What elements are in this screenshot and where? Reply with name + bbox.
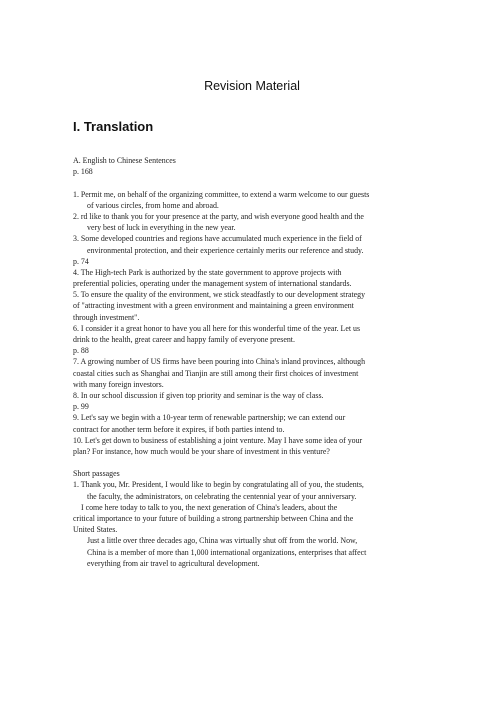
text-line: coastal cities such as Shanghai and Tianjin are still among their first choices of investment [73,368,359,378]
text-line: 1. Permit me, on behalf of the organizing committee, to extend a warm welcome to our guests [73,189,370,199]
text-line: with many foreign investors. [73,379,164,389]
text-line: I come here today to talk to you, the next generation of China's leaders, about the [81,502,338,512]
blank-line [73,457,433,468]
text-line: 7. A growing number of US firms have been pouring into China's inland provinces, although [73,357,366,367]
text-line: United States. [73,525,118,535]
blank-line [73,177,433,188]
text-line: 10. Let's get down to business of establishing a joint venture. May I have some idea of your [73,435,363,445]
text-line: preferential policies, operating under the management system of international standards. [73,279,352,289]
page-title: Revision Material [204,79,300,93]
text-line: 6. I consider it a great honor to have you all here for this wonderful time of the year. Let us [73,323,361,333]
text-line: the faculty, the administrators, on celebrating the centennial year of your anniversary. [87,491,357,501]
text-line: 1. Thank you, Mr. President, I would like to begin by congratulating all of you, the students, [73,480,364,490]
text-line: contract for another term before it expires, if both parties intend to. [73,424,285,434]
text-line: Short passages [73,469,120,479]
text-line: through investment". [73,312,140,322]
text-line: 4. The High-tech Park is authorized by the state government to approve projects with [73,267,342,277]
section-heading: I. Translation [73,119,154,134]
text-line: p. 74 [73,256,89,266]
text-line: of "attracting investment with a green environment and maintaining a green environment [73,301,354,311]
text-line: everything from air travel to agricultural development. [87,558,260,568]
text-line: drink to the health, great career and happy family of everyone present. [73,335,295,344]
text-line: of various circles, from home and abroad. [87,200,219,210]
text-line: A. English to Chinese Sentences [73,156,176,165]
document-body [73,155,433,569]
text-line: very best of luck in everything in the new year. [87,223,236,233]
text-line: p. 168 [73,167,93,177]
text-line: 9. Let's say we begin with a 10-year term of renewable partnership; we can extend our [73,413,346,423]
text-line: environmental protection, and their experience certainly merits our reference and study. [87,245,364,255]
text-line: 3. Some developed countries and regions have accumulated much experience in the field of [73,234,362,244]
text-line: 5. To ensure the quality of the environment, we stick steadfastly to our development strategy [73,290,366,300]
text-line: China is a member of more than 1,000 international organizations, enterprises that affect [87,547,367,557]
text-line: 8. In our school discussion if given top priority and seminar is the way of class. [73,390,324,400]
text-line: p. 99 [73,402,89,412]
text-line: plan? For instance, how much would be your share of investment in this venture? [73,446,330,456]
text-line: p. 88 [73,346,89,356]
text-line: 2. rd like to thank you for your presence at the party, and wish everyone good health and the [73,211,364,221]
text-line: critical importance to your future of building a strong partnership between China and the [73,514,354,523]
text-line: Just a little over three decades ago, China was virtually shut off from the world. Now, [87,536,358,546]
